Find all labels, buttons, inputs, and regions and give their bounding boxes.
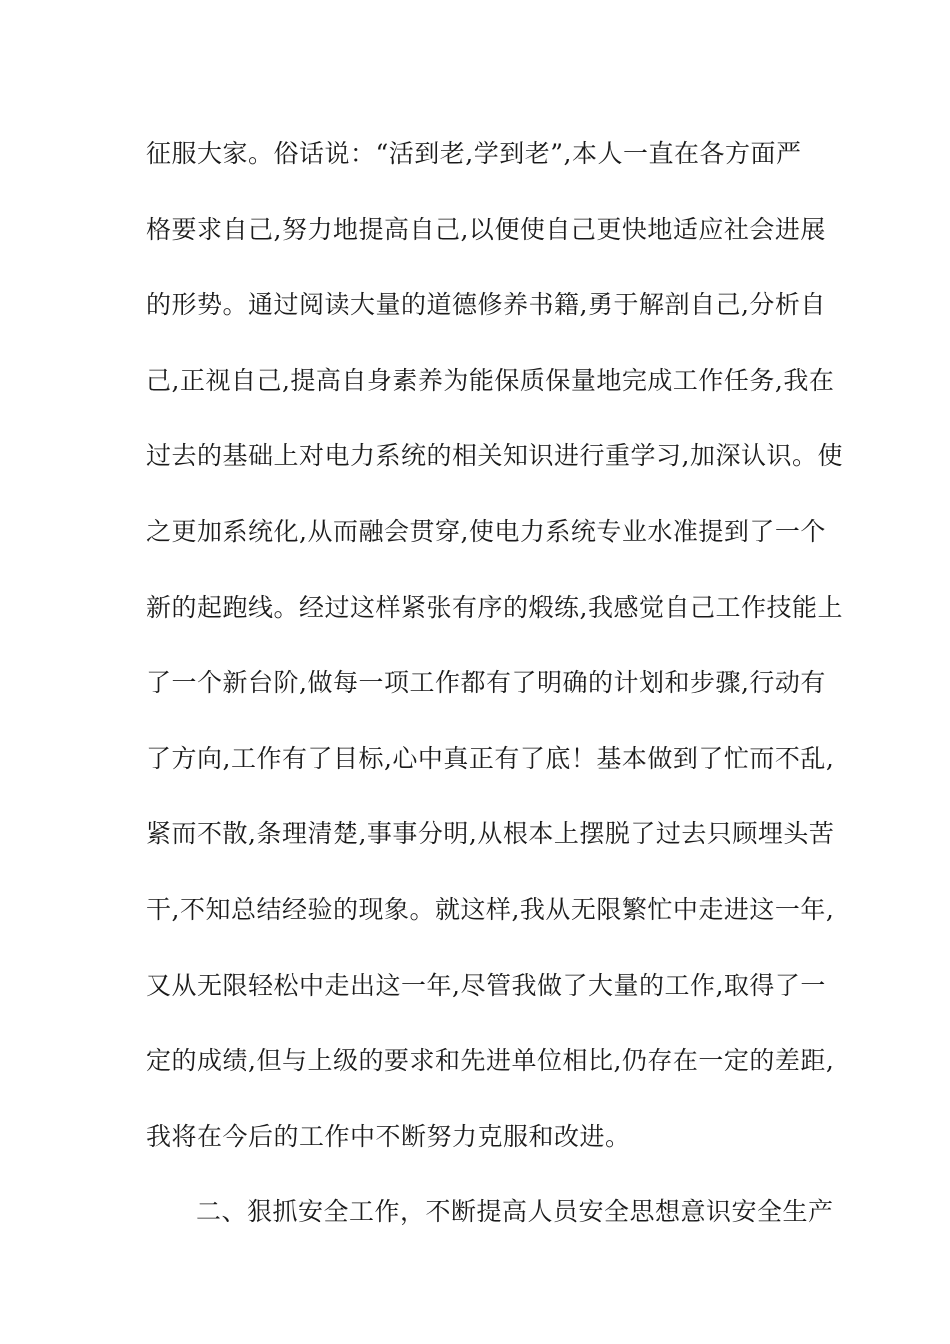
body-text: [146, 130, 843, 1264]
text-line: 紧而不散,条理清楚,事事分明,从根本上摆脱了过去只顾埋头苦: [146, 819, 835, 849]
text-line: 新的起跑线。经过这样紧张有序的煅练,我感觉自己工作技能上: [146, 592, 843, 622]
text-line: 征服大家。俗话说：“活到老,学到老”,本人一直在各方面严: [146, 139, 802, 168]
text-line: 干,不知总结经验的现象。就这样,我从无限繁忙中走进这一年,: [146, 894, 835, 924]
text-line: 我将在今后的工作中不断努力克服和改进。: [146, 1121, 631, 1151]
text-line: 过去的基础上对电力系统的相关知识进行重学习,加深认识。使: [146, 441, 843, 471]
text-line: 定的成绩,但与上级的要求和先进单位相比,仍存在一定的差距,: [146, 1046, 835, 1076]
text-line: 之更加系统化,从而融会贯穿,使电力系统专业水准提到了一个: [146, 516, 826, 546]
text-line: 的形势。通过阅读大量的道德修养书籍,勇于解剖自己,分析自: [146, 290, 826, 320]
text-line: 了方向,工作有了目标,心中真正有了底！基本做到了忙而不乱,: [146, 743, 835, 773]
text-line: 又从无限轻松中走出这一年,尽管我做了大量的工作,取得了一: [146, 970, 826, 1000]
text-line: 格要求自己,努力地提高自己,以便使自己更快地适应社会进展: [146, 214, 826, 244]
section-heading: 二、狠抓安全工作，不断提高人员安全思想意识安全生产: [196, 1197, 834, 1227]
text-line: 己,正视自己,提高自身素养为能保质保量地完成工作任务,我在: [146, 365, 835, 395]
text-line: 了一个新台阶,做每一项工作都有了明确的计划和步骤,行动有: [146, 668, 826, 698]
